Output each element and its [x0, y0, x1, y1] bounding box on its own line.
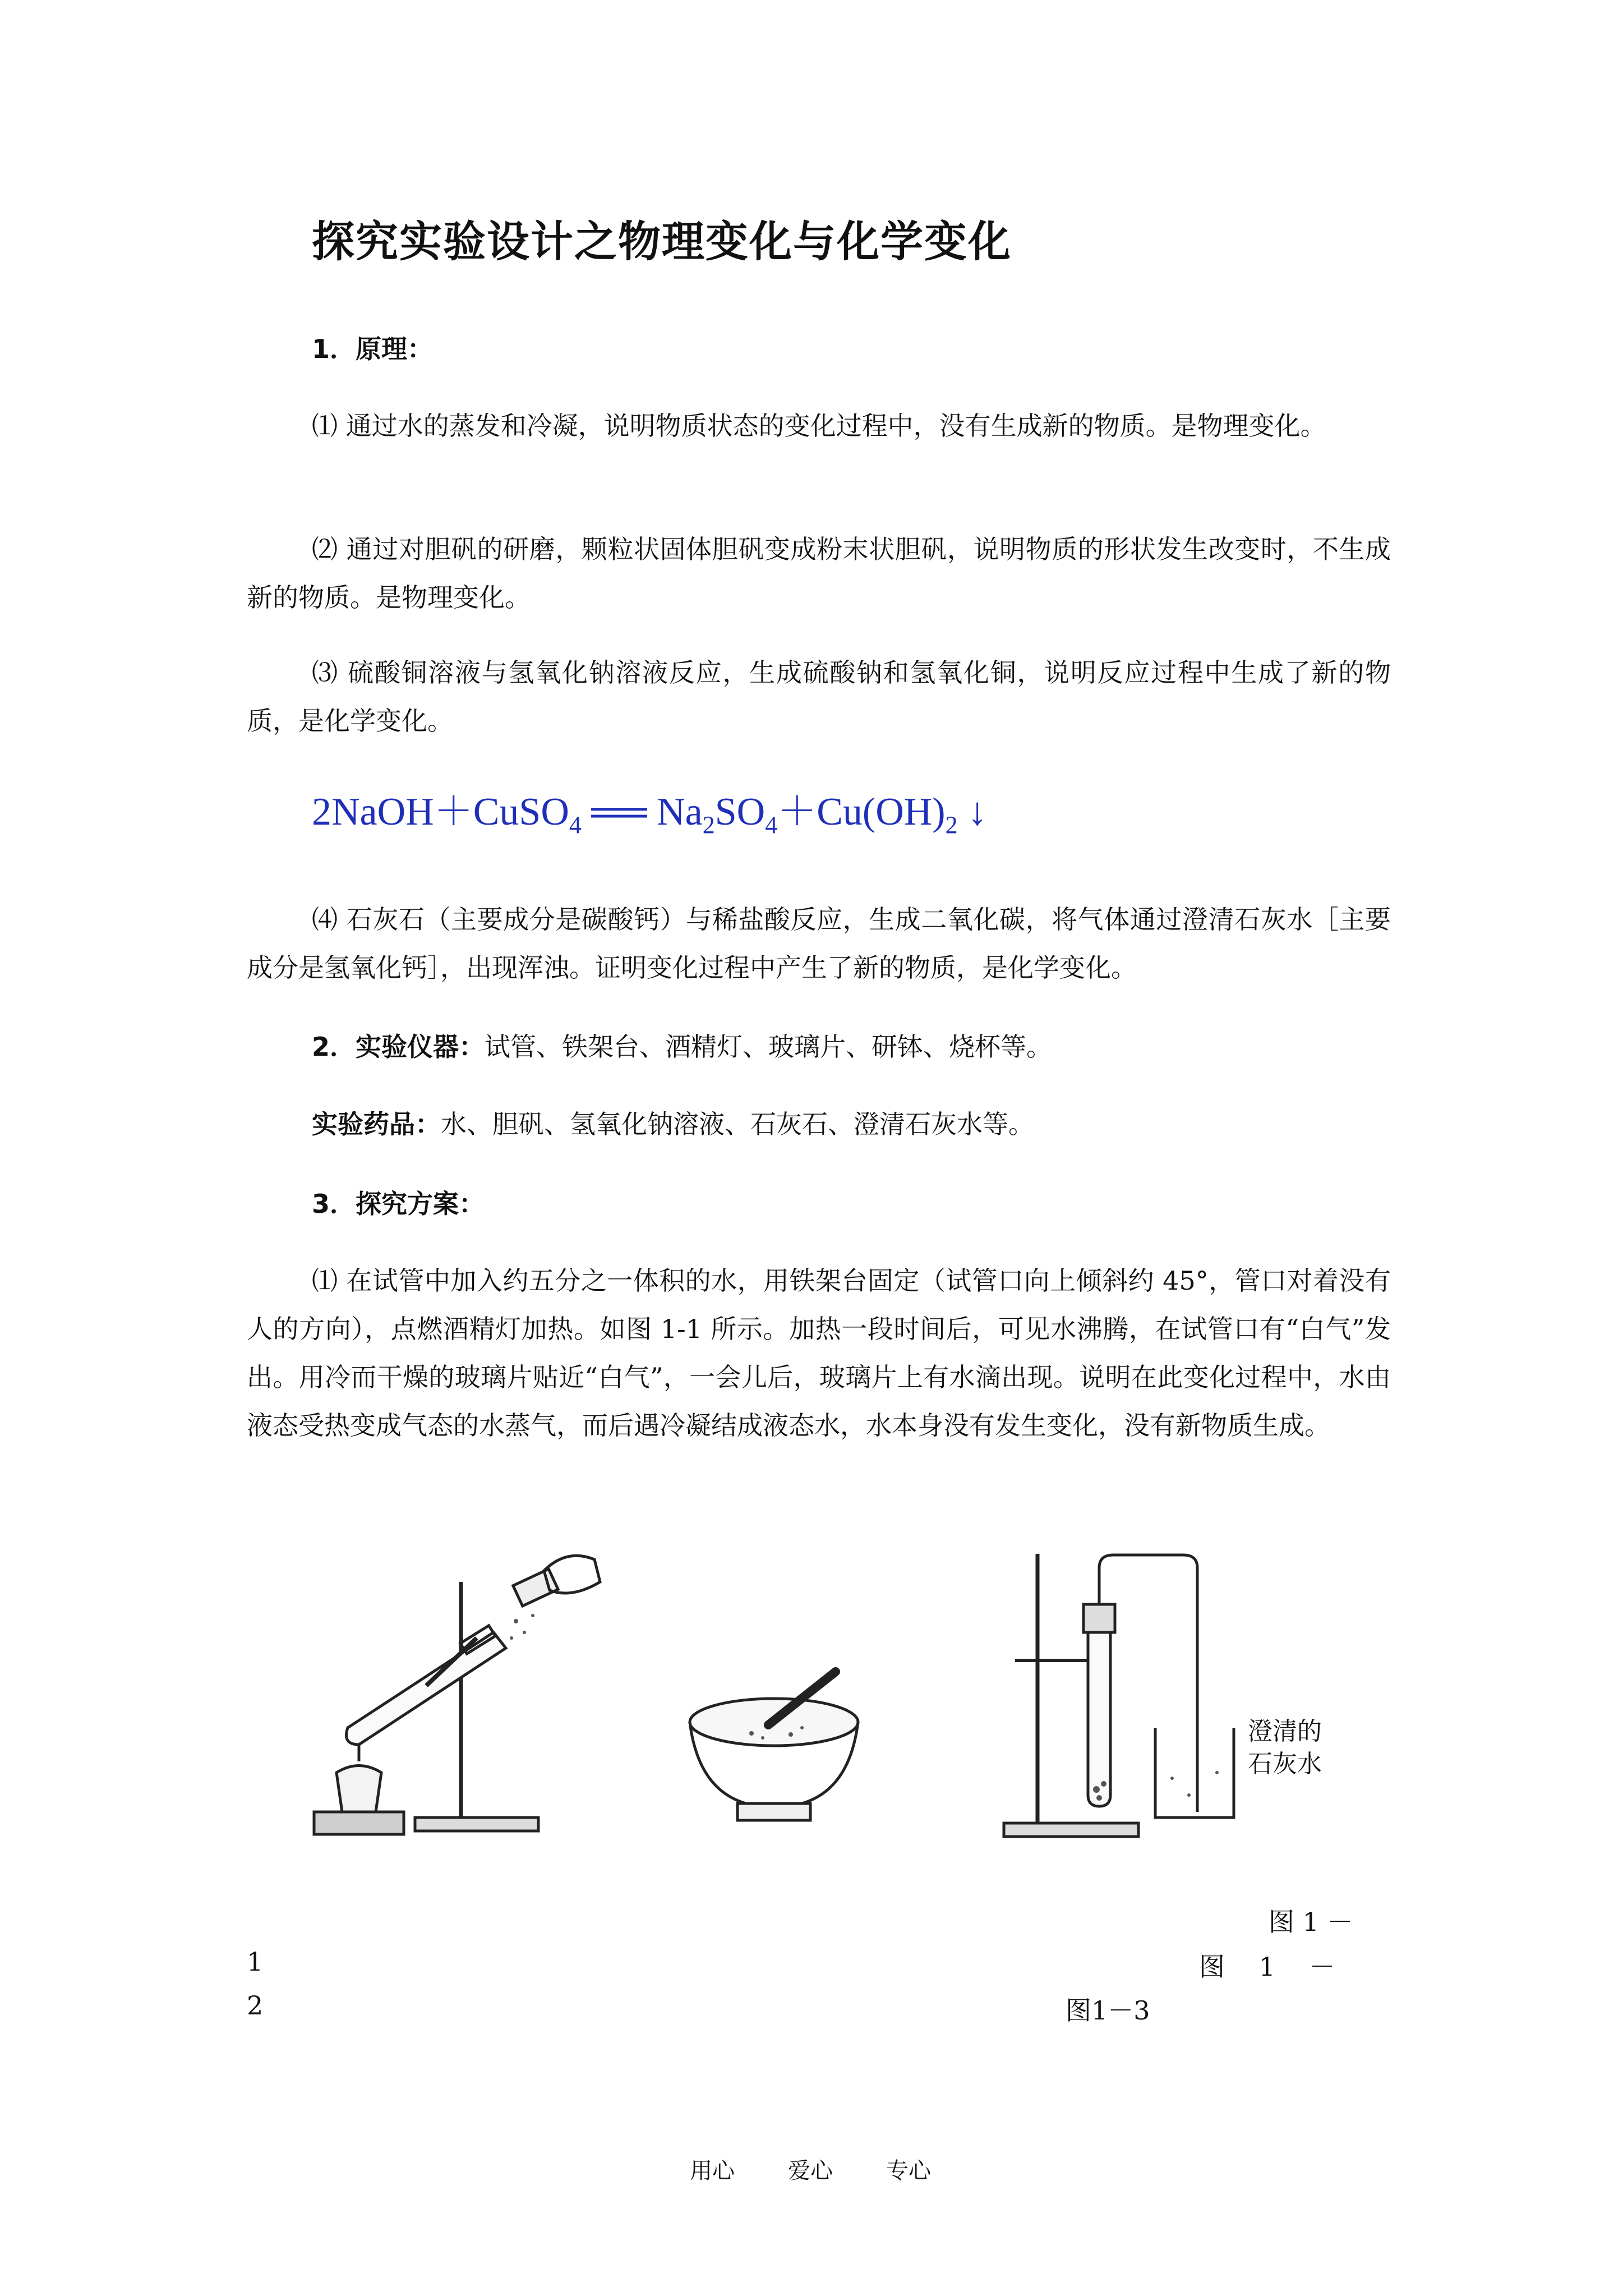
caption-fig1-1-part2: 1 [247, 1947, 264, 1977]
caption-fig1-3: 图1－3 [1066, 1995, 1150, 2026]
procedure-item-1: ⑴ 在试管中加入约五分之一体积的水，用铁架台固定（试管口向上倾斜约 45°，管口对着没有人的方向），点燃酒精灯加热。如图 1-1 所示。加热一段时间后，可见水沸腾，在试管口有“白气”发出。用冷而干燥的玻璃片贴近“白气”，一会儿后，玻璃片上有水滴出现。说明在此变化过程中，水由液态受热变成气态的水蒸气，而后遇冷凝结成液态水，水本身没有发生变化，没有新物质生成。 [247, 1266, 1391, 1441]
section3-heading: 3．探究方案： [312, 1189, 485, 1219]
caption-fig1-2-part1: 图 1 － [1199, 1952, 1335, 1982]
limewater-label-line2: 石灰水 [1248, 1750, 1322, 1778]
figure-mortar-pestle [684, 1672, 864, 1840]
figure-gas-apparatus [1004, 1543, 1352, 1840]
reagents-label: 实验药品： [312, 1109, 441, 1139]
principle-item-3: ⑶ 硫酸铜溶液与氢氧化钠溶液反应，生成硫酸钠和氢氧化铜，说明反应过程中生成了新的物质，是化学变化。 [247, 657, 1391, 736]
figure-heating-test-tube [303, 1537, 538, 1846]
footer-zhuanxin: 专心 [886, 2158, 931, 2184]
chemical-equation: 2NaOH＋CuSO$_4$ ══ $Na_2SO_4+Cu(OH)_2$ ↓ [312, 790, 988, 839]
principle-item-1: ⑴ 通过水的蒸发和冷凝，说明物质状态的变化过程中，没有生成新的物质。是物理变化。 [312, 411, 1326, 441]
page-title: 探究实验设计之物理变化与化学变化 [312, 217, 1012, 266]
apparatus-line [312, 1027, 1052, 1064]
footer-aixin: 爱心 [788, 2158, 833, 2184]
principle-item-4: ⑷ 石灰石（主要成分是碳酸钙）与稀盐酸反应，生成二氧化碳，将气体通过澄清石灰水［主要成分是氢氧化钙］，出现浑浊。证明变化过程中产生了新的物质，是化学变化。 [247, 904, 1391, 983]
limewater-label-line1: 澄清的 [1248, 1717, 1322, 1746]
reagents-text: 水、胆矾、氢氧化钠溶液、石灰石、澄清石灰水等。 [441, 1109, 1034, 1139]
caption-fig1-1-part1: 图 1 － [1269, 1907, 1353, 1937]
apparatus-text: 试管、铁架台、酒精灯、玻璃片、研钵、烧杯等。 [485, 1032, 1053, 1062]
limewater-label [1248, 1715, 1322, 1780]
footer-yongxin: 用心 [690, 2158, 735, 2184]
section1-heading: 1．原理： [312, 334, 434, 364]
principle-item-2: ⑵ 通过对胆矾的研磨，颗粒状固体胆矾变成粉末状胆矾，说明物质的形状发生改变时，不生成新的物质。是物理变化。 [247, 534, 1391, 613]
reagents-line [312, 1104, 1034, 1141]
caption-fig1-2-part2: 2 [247, 1990, 264, 2021]
apparatus-label: 2．实验仪器： [312, 1032, 485, 1062]
